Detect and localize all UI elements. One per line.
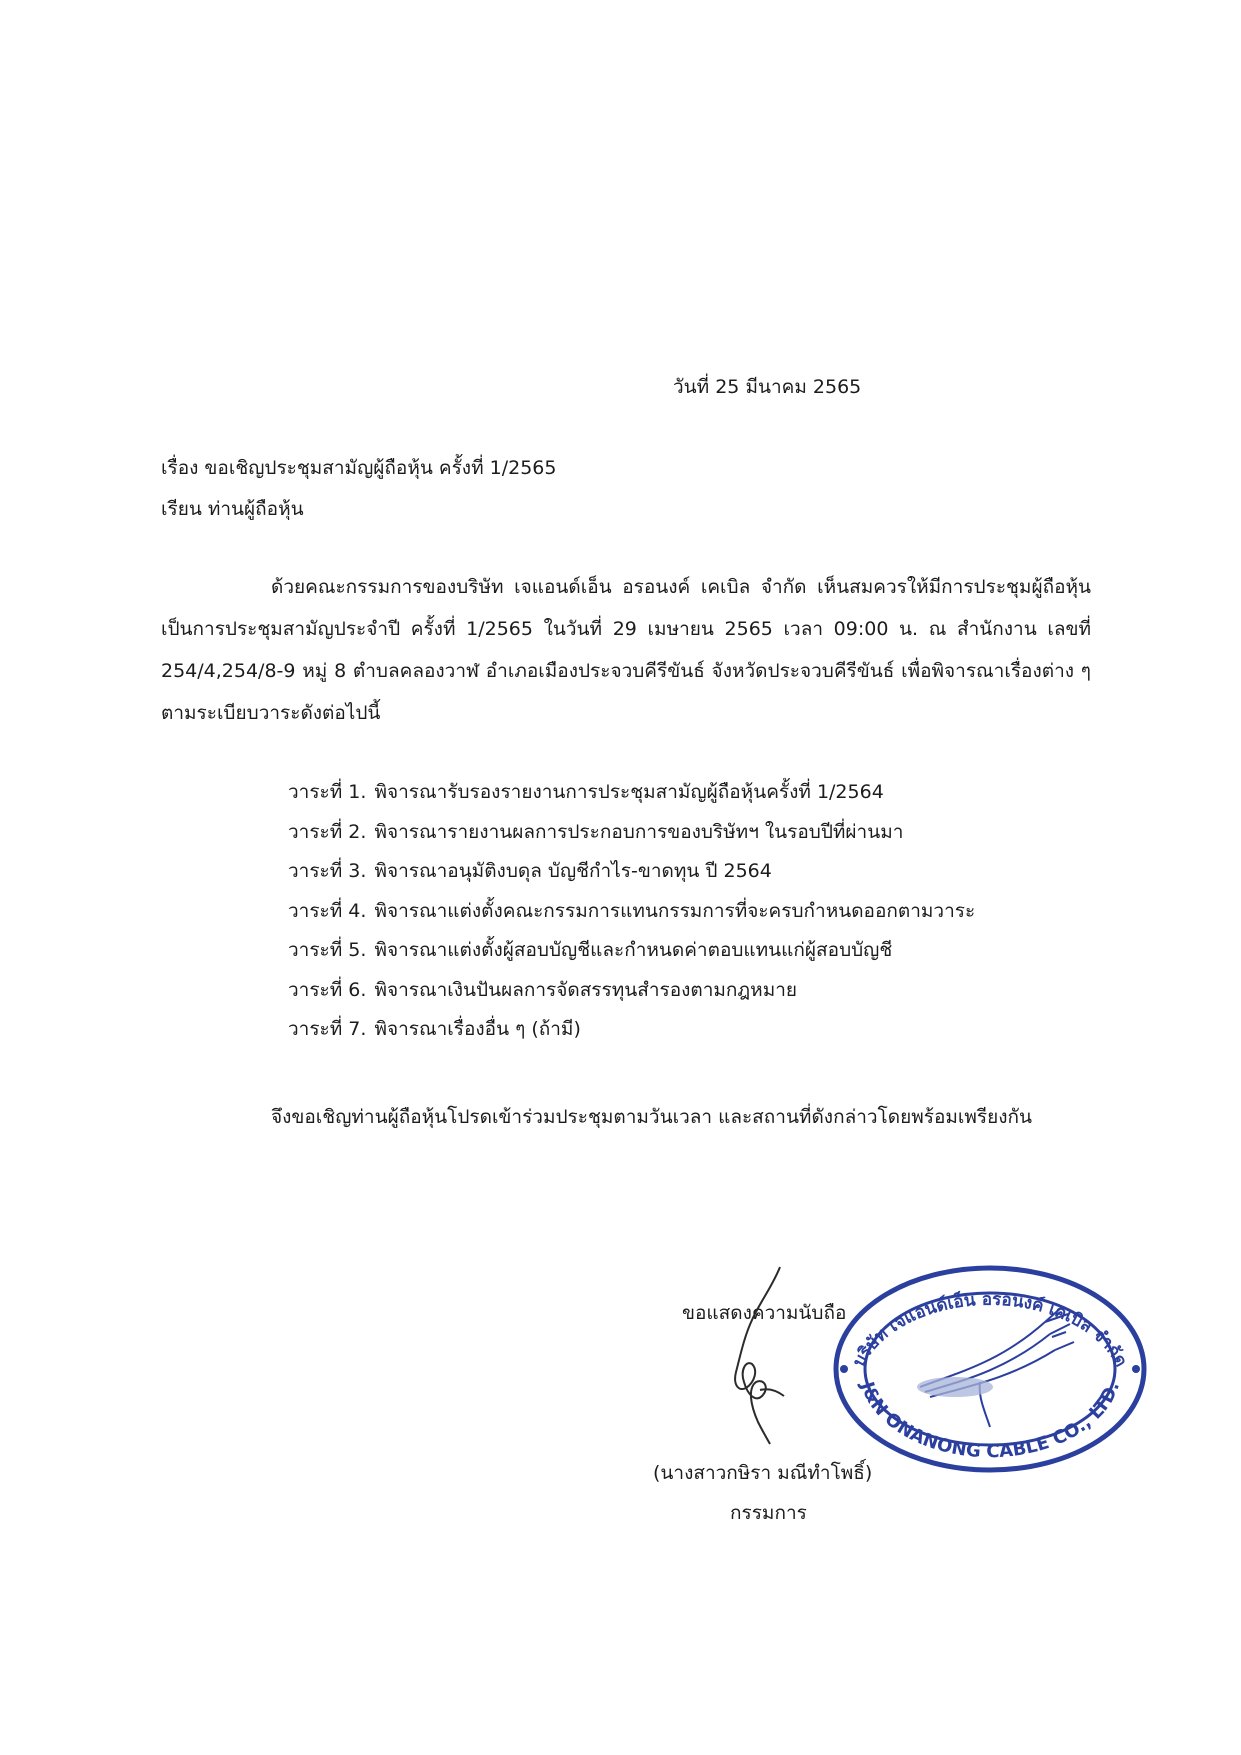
agenda-item <box>288 971 975 1011</box>
letter-recipient: เรียน ท่านผู้ถือหุ้น <box>161 498 304 520</box>
agenda-label: วาระที่ 2. <box>288 820 367 843</box>
agenda-item <box>288 892 975 932</box>
agenda-label: วาระที่ 5. <box>288 939 367 961</box>
agenda-label: วาระที่ 3. <box>288 860 367 882</box>
agenda-list <box>288 773 975 1050</box>
signatory-title: กรรมการ <box>730 1502 807 1524</box>
signature-scribble <box>700 1262 820 1447</box>
agenda-item <box>288 1010 975 1050</box>
agenda-text: พิจารณาเงินปันผลการจัดสรรทุนสำรองตามกฎหมาย <box>374 978 798 1001</box>
agenda-label: วาระที่ 7. <box>288 1018 367 1040</box>
agenda-item <box>288 773 975 813</box>
agenda-item <box>288 931 975 971</box>
seal-thai-text: บริษัท เจแอนด์เอ็น อรอนงค์ เคเบิล จำกัด <box>849 1289 1131 1371</box>
regards-line: ขอแสดงความนับถือ <box>682 1302 847 1324</box>
letter-date: วันที่ 25 มีนาคม 2565 <box>673 376 862 398</box>
agenda-item <box>288 852 975 892</box>
closing-paragraph <box>161 1096 1091 1138</box>
agenda-text: พิจารณาแต่งตั้งผู้สอบบัญชีและกำหนดค่าตอบแทนแก่ผู้สอบบัญชี <box>374 939 893 961</box>
agenda-label: วาระที่ 6. <box>288 978 367 1001</box>
agenda-label: วาระที่ 4. <box>288 899 367 922</box>
closing-text: จึงขอเชิญท่านผู้ถือหุ้นโปรดเข้าร่วมประชุมตามวันเวลา และสถานที่ดังกล่าวโดยพร้อมเพรียงกัน <box>271 1106 1033 1128</box>
agenda-text: พิจารณารับรองรายงานการประชุมสามัญผู้ถือหุ้นครั้งที่ 1/2564 <box>374 781 884 803</box>
agenda-text: พิจารณาเรื่องอื่น ๆ (ถ้ามี) <box>374 1018 581 1040</box>
agenda-label: วาระที่ 1. <box>288 781 367 803</box>
intro-paragraph <box>161 566 1091 734</box>
agenda-item <box>288 813 975 853</box>
signatory-name: (นางสาวกษิรา มณีทำโพธิ์) <box>653 1462 873 1484</box>
svg-text:บริษัท เจแอนด์เอ็น อรอนงค์ เคเ <box>849 1289 1131 1371</box>
agenda-text: พิจารณารายงานผลการประกอบการของบริษัทฯ ในรอบปีที่ผ่านมา <box>374 820 904 843</box>
letter-subject: เรื่อง ขอเชิญประชุมสามัญผู้ถือหุ้น ครั้งที่ 1/2565 <box>161 457 557 479</box>
company-seal <box>830 1262 1150 1477</box>
intro-text: ด้วยคณะกรรมการของบริษัท เจแอนด์เอ็น อรอนงค์ เคเบิล จำกัด เห็นสมควรให้มีการประชุมผู้ถือหุ้นเป็นการประชุมสามัญประจำปี ครั้งที่ 1/2565 ในวันที่ 29 เมษายน 2565 เวลา 09:00 น. ณ สำนักงาน เลขที่ 254/4,254/8-9 หมู่ 8 ตำบลคลองวาฬ อำเภอเมืองประจวบคีรีขันธ์ จังหวัดประจวบคีรีขันธ์ เพื่อพิจารณาเรื่องต่าง ๆ ตามระเบียบวาระดังต่อไปนี้ <box>161 576 1091 724</box>
seal-english-text: J&N ONANONG CABLE CO., LTD. <box>856 1379 1124 1463</box>
agenda-text: พิจารณาแต่งตั้งคณะกรรมการแทนกรรมการที่จะครบกำหนดออกตามวาระ <box>374 899 976 922</box>
agenda-text: พิจารณาอนุมัติงบดุล บัญชีกำไร-ขาดทุน ปี 2564 <box>374 860 772 882</box>
